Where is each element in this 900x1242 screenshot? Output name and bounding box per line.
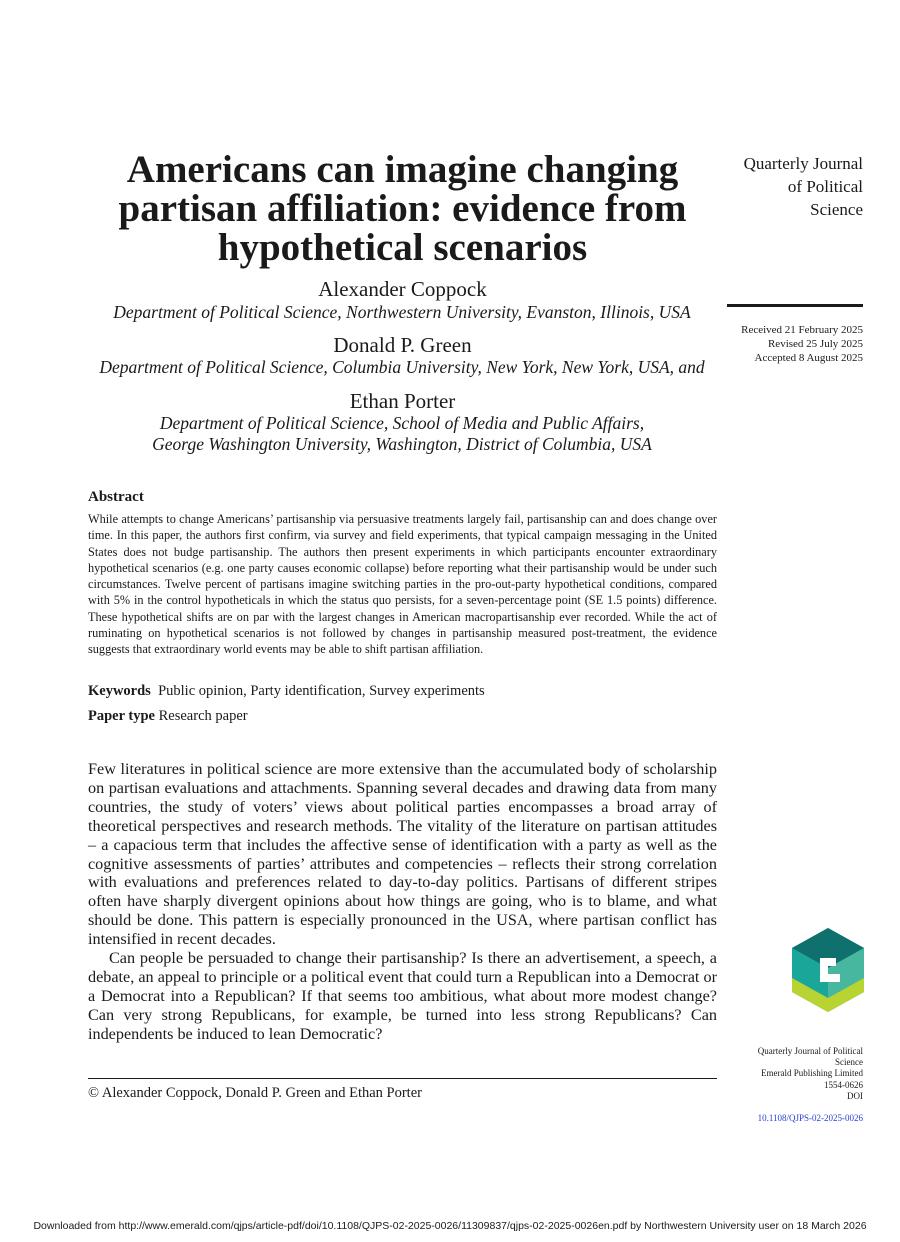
issn: 1554-0626 [824, 1079, 863, 1090]
body-paragraph: Can people be persuaded to change their partisanship? Is there an advertisement, a speech, a debate, an appeal to principle or a political event that could turn a Republican into a Democrat or a Democrat into a Republican? If that seems too ambitious, what about more modest change? Can very strong Republicans, for example, be turned into less strong Republicans? Can independents be induced to lean Democratic? [88, 949, 717, 1043]
footer-divider [88, 1078, 717, 1079]
author-name: Donald P. Green [333, 333, 472, 357]
title-line: partisan affiliation: evidence from [118, 187, 687, 230]
author-name: Alexander Coppock [318, 277, 487, 301]
pub-journal-line: Science [835, 1057, 863, 1068]
body-text [88, 760, 717, 1044]
doi-line [713, 1091, 863, 1125]
keywords-label: Keywords [88, 683, 151, 699]
title-line: Americans can imagine changing [126, 148, 679, 191]
journal-name-line: of Political [787, 177, 863, 196]
submission-dates [693, 323, 863, 365]
title-line: hypothetical scenarios [217, 226, 588, 269]
affiliation-line: Department of Political Science, Northwestern University, Evanston, Illinois, USA [113, 302, 691, 322]
publisher-name: Emerald Publishing Limited [761, 1068, 863, 1079]
revised-date: Revised 25 July 2025 [767, 338, 863, 350]
publisher-info [713, 1046, 863, 1124]
accepted-date: Accepted 8 August 2025 [754, 352, 863, 364]
author-affiliation [60, 302, 744, 323]
affiliation-line: George Washington University, Washington, District of Columbia, USA [152, 434, 652, 454]
journal-name-line: Science [810, 200, 863, 219]
emerald-publishing-logo-icon [792, 928, 864, 1012]
paper-type-value: Research paper [158, 708, 248, 724]
body-paragraph: Few literatures in political science are more extensive than the accumulated body of scholarship on partisan evaluations and attachments. Spanning several decades and drawing data from many countries, the study of voters’ views about political parties encompasses a broad array of theoretical perspectives and research methods. The vitality of the literature on partisan attitudes – a capacious term that includes the affective sense of identification with a party as well as the cognitive assessments of parties’ attributes and competencies – reflects their strong correlation with evaluations and preferences related to day-to-day politics. Partisans of different stripes often have sharply divergent opinions about how things are going, who is to blame, and what should be done. This pattern is especially pronounced in the USA, where partisan conflict has intensified in recent decades. [88, 760, 717, 949]
copyright-notice: © Alexander Coppock, Donald P. Green and Ethan Porter [88, 1085, 422, 1101]
affiliation-line: Department of Political Science, School of Media and Public Affairs, [159, 413, 645, 433]
received-date: Received 21 February 2025 [741, 324, 863, 336]
affiliation-line: Department of Political Science, Columbia University, New York, New York, USA, and [99, 357, 705, 377]
download-note: Downloaded from http://www.emerald.com/qjps/article-pdf/doi/10.1108/QJPS-02-2025-0026/11309837/qjps-02-2025-0026en.pdf by Northwestern University user on 18 March 2026 [33, 1220, 867, 1232]
abstract-text: While attempts to change Americans’ partisanship via persuasive treatments largely fail, partisanship can and does change over time. In this paper, the authors first confirm, via survey and field experiments, that typical campaign messaging in the United States does not budge partisanship. The authors then present experiments in which participants encounter extraordinary hypothetical scenarios (e.g. one party causes economic collapse) before reporting what their partisanship would be under such circumstances. Twelve percent of partisans imagine switching parties in the pro-out-party hypothetical conditions, compared with 5% in the control hypotheticals in which the status quo persists, for a seven-percentage point (SE 1.5 points) difference. These hypothetical shifts are on par with the largest changes in American macropartisanship ever recorded. While the act of ruminating on hypothetical scenarios is not followed by changes in partisanship measured post-treatment, the evidence suggests that extraordinary world events may be able to shift partisan affiliation. [88, 512, 717, 657]
journal-name [703, 152, 863, 221]
abstract-heading: Abstract [88, 489, 144, 505]
doi-label: DOI [847, 1090, 863, 1101]
pub-journal-line: Quarterly Journal of Political [757, 1046, 863, 1056]
doi-link[interactable]: 10.1108/QJPS-02-2025-0026 [757, 1113, 863, 1124]
author-affiliation [60, 357, 744, 378]
keywords-value: Public opinion, Party identification, Survey experiments [158, 683, 485, 699]
paper-title [88, 150, 717, 267]
journal-name-line: Quarterly Journal [743, 154, 863, 173]
paper-type-label: Paper type [88, 708, 155, 724]
author-affiliation [60, 413, 744, 455]
author-name: Ethan Porter [349, 389, 456, 413]
paper-type [88, 708, 248, 725]
sidebar-divider [727, 304, 863, 307]
keywords [88, 683, 485, 700]
